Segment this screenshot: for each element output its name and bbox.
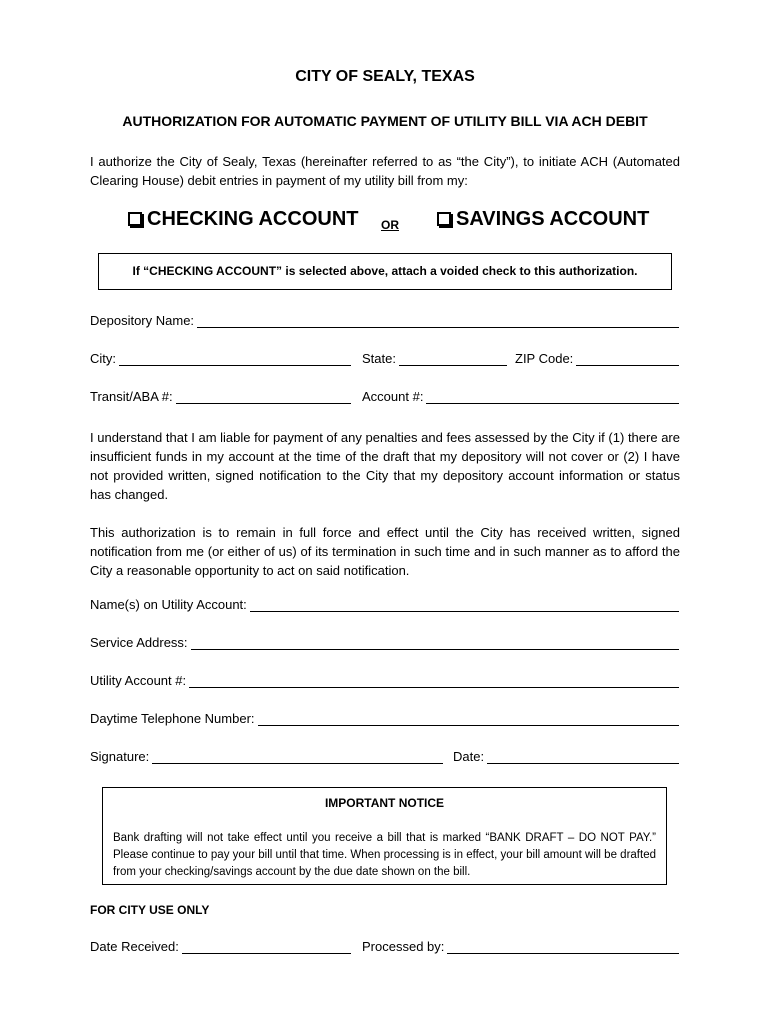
service-address-label: Service Address: — [90, 635, 188, 650]
date-label: Date: — [453, 749, 485, 764]
depository-name-label: Depository Name: — [90, 313, 195, 328]
checking-checkbox[interactable] — [128, 212, 142, 226]
signature-field[interactable] — [90, 749, 443, 764]
account-number-label: Account #: — [362, 389, 424, 404]
depository-name-input[interactable] — [197, 313, 679, 328]
important-notice-box — [102, 787, 667, 885]
city-input[interactable] — [119, 351, 351, 366]
transit-aba-input[interactable] — [176, 389, 351, 404]
important-notice-body: Bank drafting will not take effect until you receive a bill that is marked “BANK DRAFT – DO NOT PAY.” Please continue to pay your bill until that time. When processing is in effect, your bill amount will be drafted from your checking/savings account by the due date shown on the bill. — [113, 832, 656, 878]
city-field[interactable] — [90, 351, 351, 366]
zip-field[interactable] — [515, 351, 679, 366]
state-field[interactable] — [362, 351, 507, 366]
checking-account-option[interactable] — [128, 208, 358, 240]
zip-input[interactable] — [576, 351, 679, 366]
depository-name-field[interactable] — [90, 313, 679, 328]
account-number-input[interactable] — [426, 389, 679, 404]
names-on-account-label: Name(s) on Utility Account: — [90, 597, 247, 612]
processed-by-input[interactable] — [447, 939, 679, 954]
checking-notice-box: If “CHECKING ACCOUNT” is selected above, attach a voided check to this authorization. — [98, 253, 672, 290]
daytime-phone-field[interactable] — [90, 711, 679, 726]
signature-label: Signature: — [90, 749, 150, 764]
processed-by-field[interactable] — [362, 939, 679, 954]
city-use-heading: FOR CITY USE ONLY — [90, 903, 210, 917]
daytime-phone-input[interactable] — [258, 711, 679, 726]
utility-account-field[interactable] — [90, 673, 679, 688]
form-subtitle: AUTHORIZATION FOR AUTOMATIC PAYMENT OF UTILITY BILL VIA ACH DEBIT — [122, 113, 648, 129]
intro-paragraph: I authorize the City of Sealy, Texas (hereinafter referred to as “the City”), to initiate ACH (Automated Clearing House) debit entries in payment of my utility bill from my: — [90, 154, 680, 188]
processed-by-label: Processed by: — [362, 939, 445, 954]
transit-aba-field[interactable] — [90, 389, 351, 404]
page-title: CITY OF SEALY, TEXAS — [295, 68, 475, 85]
liability-paragraph: I understand that I am liable for payment of any penalties and fees assessed by the City if (1) there are insufficient funds in my account at the time of the draft that my depository will not cover or (2) I have not provided written, signed notification to the City that my depository account information or status has changed. — [90, 430, 680, 502]
authorization-paragraph: This authorization is to remain in full force and effect until the City has received written, signed notification from me (or either of us) of its termination in such time and in such manner as to afford the City a reasonable opportunity to act on said notification. — [90, 525, 680, 578]
important-notice-title: IMPORTANT NOTICE — [324, 796, 445, 810]
utility-account-label: Utility Account #: — [90, 673, 187, 688]
savings-account-option[interactable] — [437, 208, 649, 240]
service-address-field[interactable] — [90, 635, 679, 650]
names-on-account-input[interactable] — [250, 597, 679, 612]
date-received-field[interactable] — [90, 939, 351, 954]
signature-input[interactable] — [152, 749, 443, 764]
transit-aba-label: Transit/ABA #: — [90, 389, 173, 404]
city-label: City: — [90, 351, 116, 366]
date-field[interactable] — [453, 749, 679, 764]
date-received-input[interactable] — [182, 939, 351, 954]
checking-label: CHECKING ACCOUNT — [147, 208, 359, 230]
date-input[interactable] — [487, 749, 679, 764]
account-number-field[interactable] — [362, 389, 679, 404]
state-input[interactable] — [399, 351, 507, 366]
names-on-account-field[interactable] — [90, 597, 679, 612]
daytime-phone-label: Daytime Telephone Number: — [90, 711, 255, 726]
savings-label: SAVINGS ACCOUNT — [456, 208, 650, 230]
or-separator: OR — [381, 218, 399, 232]
service-address-input[interactable] — [191, 635, 679, 650]
date-received-label: Date Received: — [90, 939, 179, 954]
state-label: State: — [362, 351, 396, 366]
zip-label: ZIP Code: — [515, 351, 574, 366]
utility-account-input[interactable] — [189, 673, 679, 688]
savings-checkbox[interactable] — [437, 212, 451, 226]
